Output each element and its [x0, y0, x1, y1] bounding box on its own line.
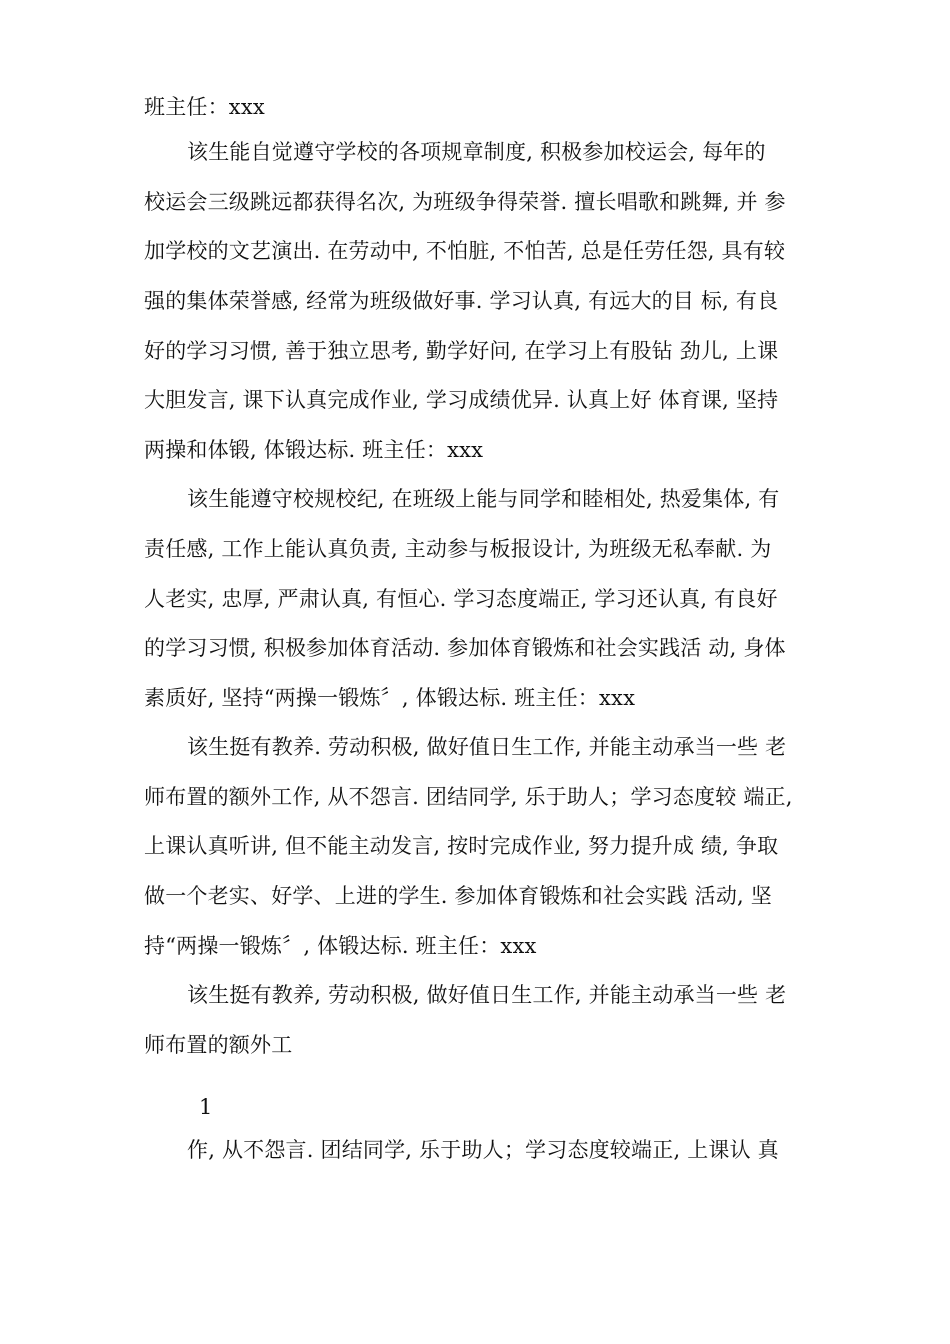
text-line: 的学习习惯, 积极参加体育活动. 参加体育锻炼和社会实践活 动, 身体 [144, 636, 786, 660]
text-line: 师布置的额外工作, 从不怨言. 团结同学, 乐于助人；学习态度较 端正, [144, 785, 793, 809]
paragraph-start: 该生能自觉遵守学校的各项规章制度, 积极参加校运会, 每年的 [187, 140, 766, 164]
text-line: 两操和体锻, 体锻达标. 班主任：xxx [144, 438, 484, 462]
text-line: 加学校的文艺演出. 在劳动中, 不怕脏, 不怕苦, 总是任劳任怨, 具有较 [144, 239, 786, 263]
text-line: 校运会三级跳远都获得名次, 为班级争得荣誉. 擅长唱歌和跳舞, 并 参 [144, 190, 786, 214]
text-line: 持“两操一锻炼〞, 体锻达标. 班主任：xxx [144, 934, 537, 958]
paragraph-start: 该生挺有教养, 劳动积极, 做好值日生工作, 并能主动承当一些 老 [187, 983, 787, 1007]
text-line: 人老实, 忠厚, 严肃认真, 有恒心. 学习态度端正, 学习还认真, 有良好 [144, 587, 778, 611]
text-line: 师布置的额外工 [144, 1033, 293, 1057]
paragraph-start: 该生能遵守校规校纪, 在班级上能与同学和睦相处, 热爱集体, 有 [187, 487, 780, 511]
text-line: 班主任：xxx [144, 95, 265, 119]
continuation-line: 作, 从不怨言. 团结同学, 乐于助人；学习态度较端正, 上课认 真 [187, 1138, 779, 1162]
text-line: 做一个老实、好学、上进的学生. 参加体育锻炼和社会实践 活动, 坚 [144, 884, 772, 908]
text-line: 强的集体荣誉感, 经常为班级做好事. 学习认真, 有远大的目 标, 有良 [144, 289, 779, 313]
text-line: 上课认真听讲, 但不能主动发言, 按时完成作业, 努力提升成 绩, 争取 [144, 834, 779, 858]
page-number: 1 [199, 1095, 213, 1119]
text-line: 大胆发言, 课下认真完成作业, 学习成绩优异. 认真上好 体育课, 坚持 [144, 388, 779, 412]
text-line: 责任感, 工作上能认真负责, 主动参与板报设计, 为班级无私奉献. 为 [144, 537, 772, 561]
paragraph-start: 该生挺有教养. 劳动积极, 做好值日生工作, 并能主动承当一些 老 [187, 735, 787, 759]
text-line: 素质好, 坚持“两操一锻炼〞, 体锻达标. 班主任：xxx [144, 686, 636, 710]
text-line: 好的学习习惯, 善于独立思考, 勤学好问, 在学习上有股钻 劲儿, 上课 [144, 339, 779, 363]
